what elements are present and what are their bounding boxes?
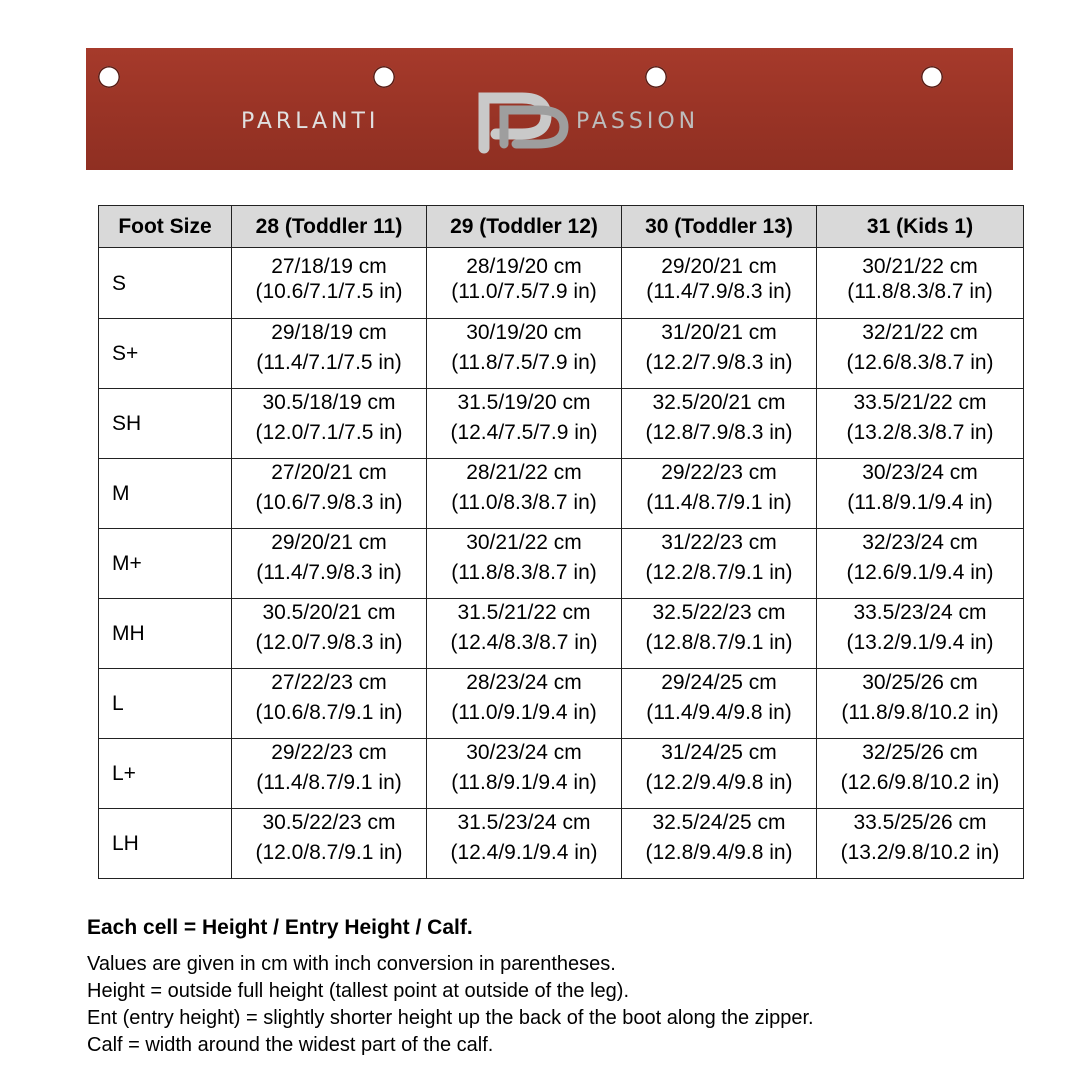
legend-line: Ent (entry height) = slightly shorter height up the back of the boot along the zipper. [87, 1007, 814, 1029]
foot-size-label: SH [99, 389, 232, 459]
foot-size-label: M+ [99, 529, 232, 599]
inch-value: (13.2/9.1/9.4 in) [846, 631, 994, 654]
inch-value: (12.2/8.7/9.1 in) [645, 561, 793, 584]
inch-value: (11.4/9.4/9.8 in) [646, 701, 792, 724]
size-cell [427, 389, 622, 459]
size-cell [232, 459, 427, 529]
inch-value: (12.6/9.8/10.2 in) [840, 771, 1000, 794]
size-cell [427, 739, 622, 809]
inch-value: (10.6/7.9/8.3 in) [255, 491, 403, 514]
brand-banner [86, 48, 1013, 170]
table-header-row [99, 206, 1024, 248]
size-cell [817, 809, 1024, 879]
size-cell [622, 529, 817, 599]
inch-value: (11.4/7.9/8.3 in) [646, 280, 792, 303]
size-cell [817, 529, 1024, 599]
cm-value: 30/23/24 cm [466, 741, 582, 764]
cm-value: 30/25/26 cm [862, 671, 978, 694]
brand-right-word: PASSION [576, 109, 700, 134]
cm-value: 28/21/22 cm [466, 461, 582, 484]
inch-value: (10.6/8.7/9.1 in) [255, 701, 403, 724]
table-row [99, 599, 1024, 669]
legend-title: Each cell = Height / Entry Height / Calf. [87, 916, 473, 939]
foot-size-label: LH [99, 809, 232, 879]
size-cell [622, 459, 817, 529]
size-cell [427, 319, 622, 389]
table-row [99, 739, 1024, 809]
legend-notes [87, 951, 814, 1059]
foot-size-label: L [99, 669, 232, 739]
foot-size-label: L+ [99, 739, 232, 809]
size-cell [622, 389, 817, 459]
cm-value: 30/19/20 cm [466, 321, 582, 344]
cm-value: 30/21/22 cm [862, 255, 978, 278]
inch-value: (11.8/7.5/7.9 in) [451, 351, 597, 374]
cm-value: 29/22/23 cm [271, 741, 387, 764]
size-cell [622, 739, 817, 809]
inch-value: (10.6/7.1/7.5 in) [255, 280, 403, 303]
size-cell [817, 739, 1024, 809]
size-cell [232, 739, 427, 809]
table-row [99, 389, 1024, 459]
foot-size-label: M [99, 459, 232, 529]
table-row [99, 529, 1024, 599]
cm-value: 31.5/19/20 cm [457, 391, 591, 414]
brand-left-word: PARLANTI [241, 109, 380, 134]
inch-value: (12.4/7.5/7.9 in) [450, 421, 598, 444]
size-cell [232, 389, 427, 459]
inch-value: (12.6/9.1/9.4 in) [846, 561, 994, 584]
size-cell [427, 599, 622, 669]
size-cell [232, 248, 427, 319]
inch-value: (12.4/8.3/8.7 in) [450, 631, 598, 654]
column-header: 31 (Kids 1) [817, 206, 1024, 248]
foot-size-label: MH [99, 599, 232, 669]
inch-value: (11.4/8.7/9.1 in) [646, 491, 792, 514]
cm-value: 27/20/21 cm [271, 461, 387, 484]
size-cell [817, 669, 1024, 739]
cm-value: 31.5/23/24 cm [457, 811, 591, 834]
cm-value: 29/20/21 cm [271, 531, 387, 554]
cm-value: 32/21/22 cm [862, 321, 978, 344]
inch-value: (12.8/8.7/9.1 in) [645, 631, 793, 654]
inch-value: (11.8/8.3/8.7 in) [451, 561, 597, 584]
size-cell [622, 248, 817, 319]
cm-value: 27/18/19 cm [271, 255, 387, 278]
inch-value: (12.8/9.4/9.8 in) [645, 841, 793, 864]
legend-line: Height = outside full height (tallest point at outside of the leg). [87, 980, 630, 1002]
cm-value: 33.5/21/22 cm [853, 391, 987, 414]
size-cell [622, 669, 817, 739]
inch-value: (13.2/9.8/10.2 in) [840, 841, 1000, 864]
cm-value: 29/24/25 cm [661, 671, 777, 694]
size-cell [232, 319, 427, 389]
inch-value: (11.8/9.1/9.4 in) [847, 491, 993, 514]
legend-line: Values are given in cm with inch conversion in parentheses. [87, 953, 616, 975]
table-row [99, 669, 1024, 739]
size-chart-table [98, 205, 1024, 879]
size-cell [817, 248, 1024, 319]
cm-value: 30.5/22/23 cm [262, 811, 396, 834]
cm-value: 32/23/24 cm [862, 531, 978, 554]
size-cell [427, 809, 622, 879]
inch-value: (12.0/8.7/9.1 in) [255, 841, 403, 864]
size-cell [427, 459, 622, 529]
cm-value: 32/25/26 cm [862, 741, 978, 764]
size-cell [817, 319, 1024, 389]
table-row [99, 809, 1024, 879]
cm-value: 27/22/23 cm [271, 671, 387, 694]
size-cell [427, 669, 622, 739]
cm-value: 28/23/24 cm [466, 671, 582, 694]
cm-value: 33.5/25/26 cm [853, 811, 987, 834]
pp-monogram-icon [484, 98, 564, 148]
inch-value: (11.8/9.8/10.2 in) [841, 701, 999, 724]
table-row [99, 248, 1024, 319]
inch-value: (11.4/8.7/9.1 in) [256, 771, 402, 794]
cm-value: 31.5/21/22 cm [457, 601, 591, 624]
column-header: 30 (Toddler 13) [622, 206, 817, 248]
size-cell [232, 809, 427, 879]
inch-value: (12.0/7.9/8.3 in) [255, 631, 403, 654]
inch-value: (12.2/9.4/9.8 in) [645, 771, 793, 794]
foot-size-label: S [99, 248, 232, 319]
column-header: 29 (Toddler 12) [427, 206, 622, 248]
cm-value: 28/19/20 cm [466, 255, 582, 278]
cm-value: 29/20/21 cm [661, 255, 777, 278]
size-cell [427, 248, 622, 319]
inch-value: (11.4/7.1/7.5 in) [256, 351, 402, 374]
cm-value: 32.5/20/21 cm [652, 391, 786, 414]
cm-value: 29/18/19 cm [271, 321, 387, 344]
column-header: 28 (Toddler 11) [232, 206, 427, 248]
cm-value: 30.5/18/19 cm [262, 391, 396, 414]
size-cell [232, 599, 427, 669]
cm-value: 31/20/21 cm [661, 321, 777, 344]
legend-line: Calf = width around the widest part of the calf. [87, 1034, 494, 1056]
inch-value: (12.4/9.1/9.4 in) [450, 841, 598, 864]
inch-value: (12.6/8.3/8.7 in) [846, 351, 994, 374]
inch-value: (13.2/8.3/8.7 in) [846, 421, 994, 444]
cm-value: 30/23/24 cm [862, 461, 978, 484]
size-cell [622, 319, 817, 389]
inch-value: (11.4/7.9/8.3 in) [256, 561, 402, 584]
column-header: Foot Size [99, 206, 232, 248]
size-cell [427, 529, 622, 599]
inch-value: (12.8/7.9/8.3 in) [645, 421, 793, 444]
size-cell [622, 809, 817, 879]
inch-value: (11.0/8.3/8.7 in) [451, 491, 597, 514]
inch-value: (11.8/8.3/8.7 in) [847, 280, 993, 303]
size-cell [232, 529, 427, 599]
cm-value: 29/22/23 cm [661, 461, 777, 484]
table-row [99, 459, 1024, 529]
cm-value: 32.5/22/23 cm [652, 601, 786, 624]
brand-logo [86, 48, 1013, 170]
size-cell [817, 599, 1024, 669]
table-row [99, 319, 1024, 389]
cm-value: 31/24/25 cm [661, 741, 777, 764]
size-cell [817, 389, 1024, 459]
inch-value: (12.2/7.9/8.3 in) [645, 351, 793, 374]
size-cell [232, 669, 427, 739]
inch-value: (12.0/7.1/7.5 in) [255, 421, 403, 444]
size-cell [622, 599, 817, 669]
inch-value: (11.0/7.5/7.9 in) [451, 280, 597, 303]
cm-value: 31/22/23 cm [661, 531, 777, 554]
cm-value: 33.5/23/24 cm [853, 601, 987, 624]
size-cell [817, 459, 1024, 529]
cm-value: 30/21/22 cm [466, 531, 582, 554]
foot-size-label: S+ [99, 319, 232, 389]
inch-value: (11.0/9.1/9.4 in) [451, 701, 597, 724]
inch-value: (11.8/9.1/9.4 in) [451, 771, 597, 794]
cm-value: 30.5/20/21 cm [262, 601, 396, 624]
cm-value: 32.5/24/25 cm [652, 811, 786, 834]
